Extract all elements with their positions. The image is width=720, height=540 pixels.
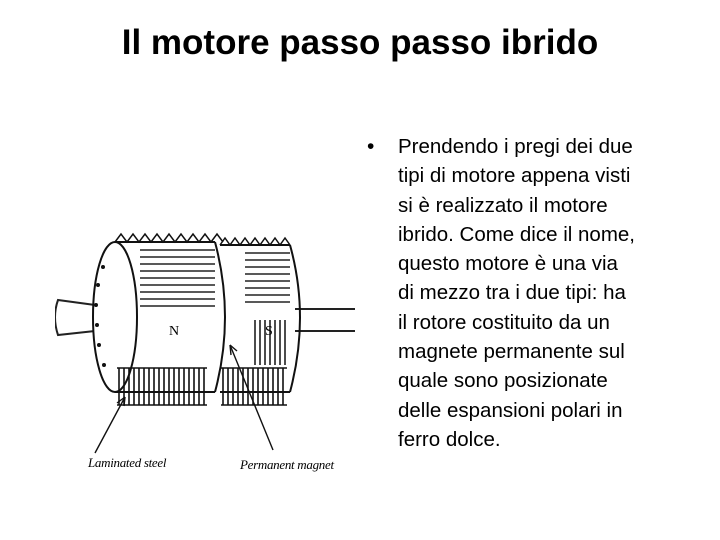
arrow-permanent-magnet <box>230 345 273 450</box>
bullet-line: si è realizzato il motore <box>398 193 608 217</box>
rotor-section-north <box>93 234 225 405</box>
bullet-line: di mezzo tra i due tipi: ha <box>398 281 626 305</box>
south-pole-label: S <box>265 324 273 339</box>
north-pole-label: N <box>169 324 180 339</box>
bullet-line: questo motore è una via <box>398 252 618 276</box>
shaft-left <box>55 300 95 335</box>
caption-permanent-magnet: Permanent magnet <box>240 457 334 472</box>
hybrid-stepper-rotor-illustration <box>55 205 355 490</box>
arrow-laminated-steel <box>95 397 125 453</box>
bullet-line: tipi di motore appena visti <box>398 164 631 188</box>
bullet-line: quale sono posizionate <box>398 369 608 393</box>
bullet-line: ibrido. Come dice il nome, <box>398 222 635 246</box>
bullet-line: delle espansioni polari in <box>398 398 623 422</box>
slide-title: Il motore passo passo ibrido <box>121 23 599 62</box>
bullet-marker: • <box>367 135 375 158</box>
bullet-line: Prendendo i pregi dei due <box>398 135 633 158</box>
bullet-line: il rotore costituito da un <box>398 310 610 334</box>
shaft-right <box>295 309 355 331</box>
rotor-section-south <box>220 238 300 405</box>
bullet-item <box>367 132 697 454</box>
bullet-paragraph <box>398 132 697 454</box>
caption-laminated-steel: Laminated steel <box>88 455 167 470</box>
bullet-line: ferro dolce. <box>398 427 501 451</box>
bullet-line: magnete permanente sul <box>398 340 625 364</box>
